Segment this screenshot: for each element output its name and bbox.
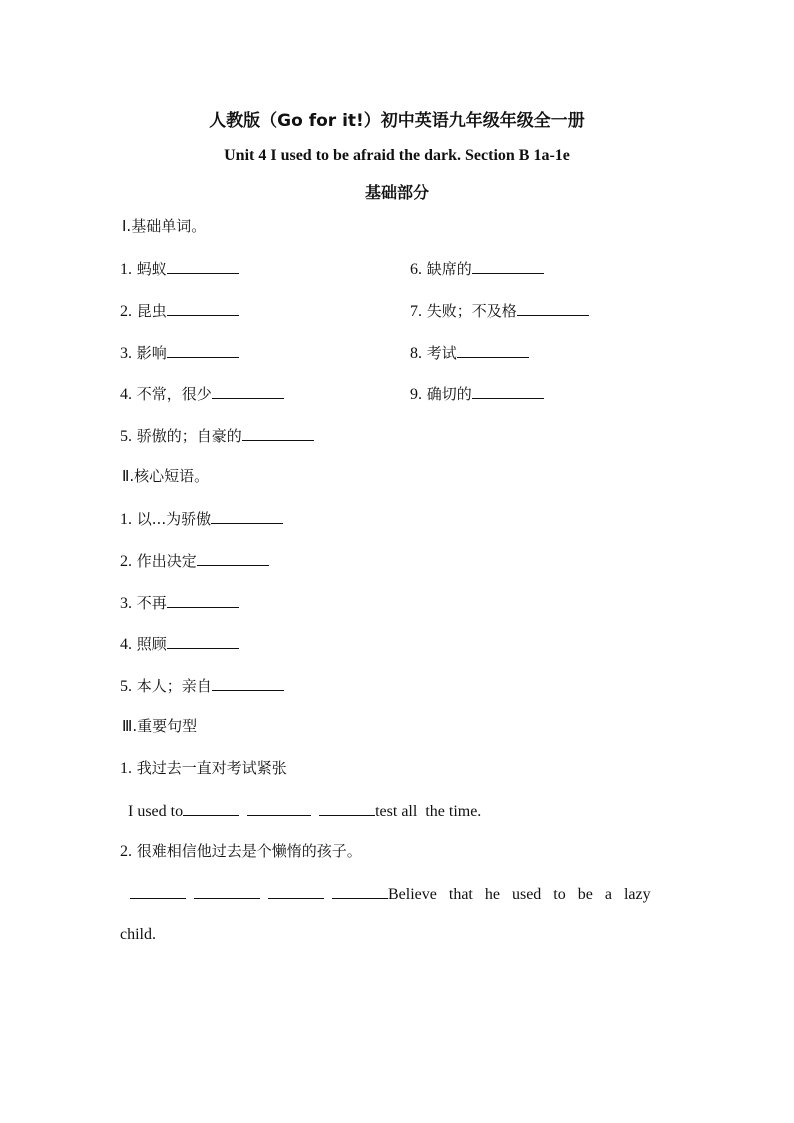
item-text: 骄傲的；自豪的: [136, 427, 242, 445]
word-item: [120, 300, 239, 322]
item-text: 蚂蚁: [136, 260, 167, 278]
item-number: 7.: [410, 303, 422, 320]
phrase-item: [120, 675, 284, 697]
answer-blank[interactable]: [517, 300, 589, 316]
item-number: 6.: [410, 261, 422, 278]
item-number: 8.: [410, 345, 422, 362]
item-number: 5.: [120, 678, 132, 695]
answer-blank[interactable]: [242, 425, 314, 441]
item-text: 照顾: [136, 635, 167, 653]
answer-blank[interactable]: [472, 258, 544, 274]
sentence-answer-line: [128, 800, 481, 822]
item-text: 我过去一直对考试紧张: [136, 759, 287, 777]
answer-blank[interactable]: [167, 342, 239, 358]
answer-blank[interactable]: [211, 508, 283, 524]
answer-blank[interactable]: [194, 883, 260, 899]
item-text: 很难相信他过去是个懒惰的孩子。: [136, 842, 362, 860]
sentence-answer-line: [130, 883, 651, 905]
item-text: 影响: [136, 344, 167, 362]
section-2-heading: Ⅱ.核心短语。: [122, 467, 210, 485]
item-number: 3.: [120, 595, 132, 612]
answer-blank[interactable]: [167, 633, 239, 649]
item-number: 2.: [120, 553, 132, 570]
word-item: [120, 383, 284, 405]
phrase-item: [120, 633, 239, 655]
item-text: 确切的: [426, 385, 472, 403]
answer-blank[interactable]: [197, 550, 269, 566]
answer-blank[interactable]: [268, 883, 324, 899]
answer-blank[interactable]: [319, 800, 375, 816]
item-number: 1.: [120, 511, 132, 528]
phrase-item: [120, 550, 269, 572]
sentence-prompt: [120, 841, 362, 862]
word-item: [410, 258, 544, 280]
answer-blank[interactable]: [167, 592, 239, 608]
word-item: [410, 342, 529, 364]
item-text: 本人；亲自: [136, 677, 212, 695]
item-text: 作出决定: [136, 552, 197, 570]
section-3-heading: Ⅲ.重要句型: [122, 717, 198, 735]
item-text: 考试: [426, 344, 457, 362]
item-text: 失败；不及格: [426, 302, 517, 320]
sentence-prompt: [120, 758, 287, 779]
item-number: 2.: [120, 303, 132, 320]
unit-subtitle: Unit 4 I used to be afraid the dark. Section B 1a-1e: [224, 147, 570, 164]
item-number: 1.: [120, 261, 132, 278]
phrase-item: [120, 508, 283, 530]
item-number: 9.: [410, 386, 422, 403]
word-item: [120, 425, 314, 447]
word-item: [120, 342, 239, 364]
item-number: 1.: [120, 760, 132, 777]
answer-blank[interactable]: [183, 800, 239, 816]
answer-suffix: Believe that he used to be a lazy: [388, 886, 651, 903]
answer-prefix: I used to: [128, 803, 184, 820]
item-number: 4.: [120, 386, 132, 403]
part-heading: 基础部分: [364, 183, 429, 202]
item-text: 不再: [136, 594, 167, 612]
item-text: 不常，很少: [136, 385, 212, 403]
item-text: 以...为骄傲: [136, 510, 212, 528]
item-number: 2.: [120, 843, 132, 860]
word-item: [410, 300, 589, 322]
answer-blank[interactable]: [212, 383, 284, 399]
item-number: 5.: [120, 428, 132, 445]
answer-blank[interactable]: [130, 883, 186, 899]
item-text: 昆虫: [136, 302, 167, 320]
answer-blank[interactable]: [472, 383, 544, 399]
answer-blank[interactable]: [212, 675, 284, 691]
answer-blank[interactable]: [332, 883, 388, 899]
item-text: 缺席的: [426, 260, 472, 278]
answer-suffix: test all the time.: [375, 803, 482, 820]
answer-blank[interactable]: [167, 300, 239, 316]
section-1-heading: Ⅰ.基础单词。: [122, 217, 207, 235]
phrase-item: [120, 592, 239, 614]
item-number: 4.: [120, 636, 132, 653]
item-number: 3.: [120, 345, 132, 362]
answer-blank[interactable]: [247, 800, 311, 816]
word-item: [120, 258, 239, 280]
answer-blank[interactable]: [167, 258, 239, 274]
word-item: [410, 383, 544, 405]
answer-blank[interactable]: [457, 342, 529, 358]
document-title: 人教版（Go for it!）初中英语九年级年级全一册: [209, 111, 585, 131]
sentence-answer-continuation: child.: [120, 926, 156, 943]
